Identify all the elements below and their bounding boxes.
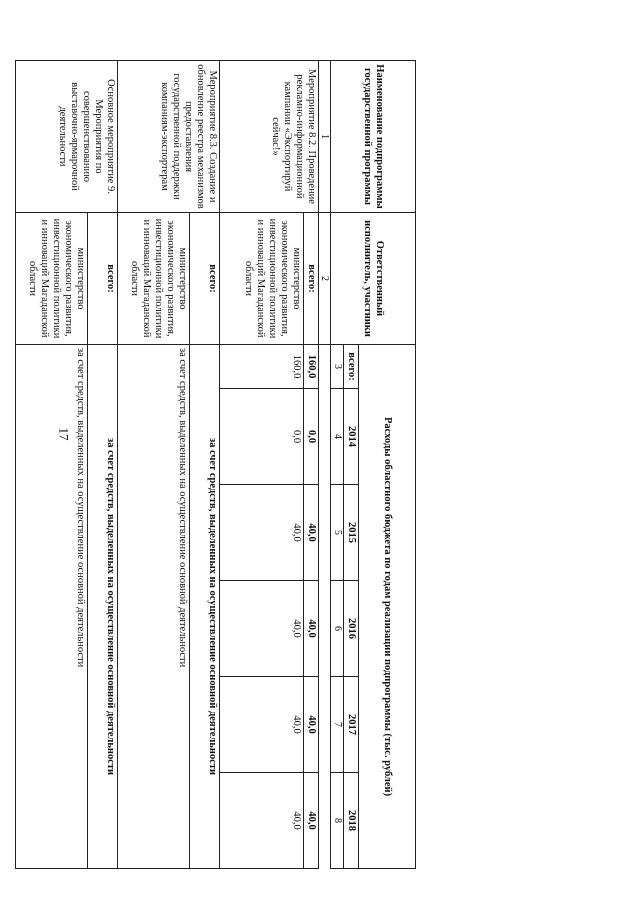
row-executor: министерство экономического развития, инвестиционной политики и инноваций Магаданской области	[219, 213, 303, 345]
header-budget: Расходы областного бюджета по годам реализации подпрограммы (тыс. рублей)	[359, 345, 416, 869]
header-year-2017: 2017	[343, 677, 358, 773]
col-index: 8	[331, 773, 344, 869]
cell-2018: 40,0	[219, 773, 303, 869]
header-year-2018: 2018	[343, 773, 358, 869]
cell-total: 160,0	[303, 345, 318, 389]
cell-2014: 0,0	[303, 389, 318, 485]
cell-total: 160,0	[219, 345, 303, 389]
row-funding-note: за счет средств, выделенных на осуществление основной деятельности	[189, 345, 219, 869]
row-funding-note: за счет средств, выделенных на осуществление основной деятельности	[117, 345, 189, 869]
header-year-2016: 2016	[343, 581, 358, 677]
row-name: Основное мероприятие 9. Мероприятия по совершенствованию выставочно-ярмарочной деятельности	[15, 61, 117, 213]
cell-2015: 40,0	[219, 485, 303, 581]
header-executor: Ответственный исполнитель, участники	[331, 213, 416, 345]
cell-2016: 40,0	[303, 581, 318, 677]
col-index: 2	[318, 213, 331, 345]
col-index: 3	[331, 345, 344, 389]
cell-2017: 40,0	[219, 677, 303, 773]
cell-2016: 40,0	[219, 581, 303, 677]
row-executor: министерство экономического развития, инвестиционной политики и инноваций Магаданской области	[117, 213, 189, 345]
cell-2017: 40,0	[303, 677, 318, 773]
col-index: 5	[331, 485, 344, 581]
row-name: Мероприятие 8.3. Создание и обновление реестра механизмов предоставления государственной поддержки компаниям-экспортерам	[117, 61, 219, 213]
header-year-2014: 2014	[343, 389, 358, 485]
budget-table-rotated	[26, 60, 416, 868]
row-total-label: всего:	[303, 213, 318, 345]
page-number: 17	[56, 427, 71, 441]
col-index: 7	[331, 677, 344, 773]
col-index: 6	[331, 581, 344, 677]
row-funding-note: за счет средств, выделенных на осуществление основной деятельности	[87, 345, 117, 869]
row-total-label: всего:	[189, 213, 219, 345]
row-executor: министерство экономического развития, инвестиционной политики и инноваций Магаданской области	[15, 213, 87, 345]
cell-2014: 0,0	[219, 389, 303, 485]
col-index: 4	[331, 389, 344, 485]
header-year-2015: 2015	[343, 485, 358, 581]
header-total: всего:	[343, 345, 358, 389]
header-subprogram-name: Наименование подпрограммы государственной программы	[331, 61, 416, 213]
budget-table	[15, 60, 416, 869]
row-name: Мероприятие 8.2. Проведение рекламно-информационной кампании «Экспортируй сейчас!»	[219, 61, 318, 213]
cell-2015: 40,0	[303, 485, 318, 581]
cell-2018: 40,0	[303, 773, 318, 869]
row-funding-note: за счет средств, выделенных на осуществление основной деятельности	[15, 345, 87, 869]
col-index: 1	[318, 61, 331, 213]
row-total-label: всего:	[87, 213, 117, 345]
